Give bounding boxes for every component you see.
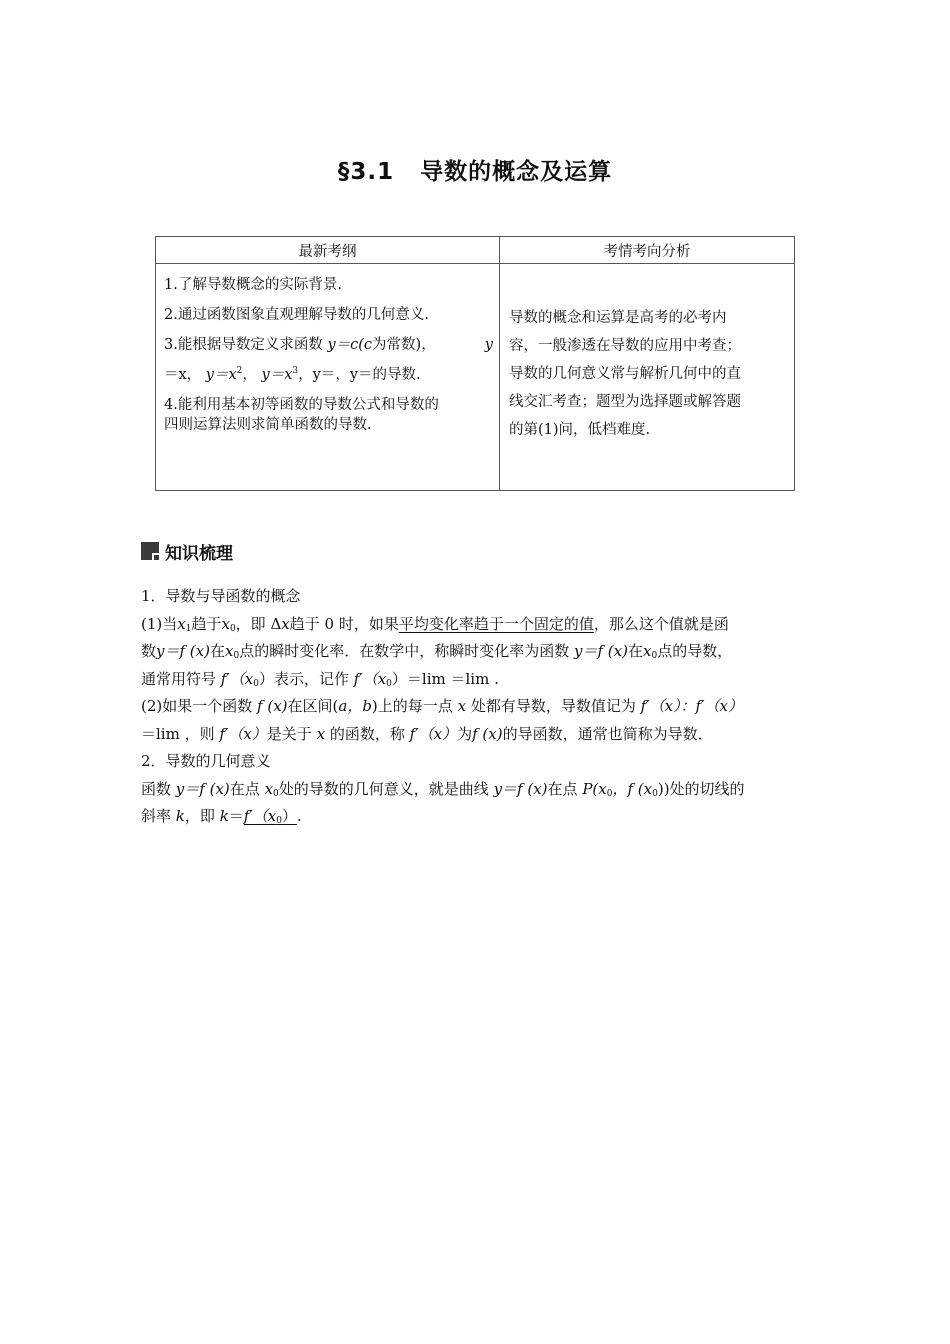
section-heading xyxy=(141,540,233,562)
paragraph-2-line-1: (2)如果一个函数 f (x)在区间(a，b)上的每一点 x 处都有导数，导数值记为 f′（x）：f′（x） xyxy=(141,697,743,715)
analysis-line: 的第(1)问，低档难度. xyxy=(509,422,651,438)
section-label: 知识梳理 xyxy=(165,543,233,564)
paragraph-3-line-2: 斜率 k，即 $k=f'(x_0)$. xyxy=(141,807,302,826)
analysis-cell xyxy=(500,264,795,491)
header-latest-outline: 最新考纲 xyxy=(156,237,500,264)
paragraph-1-line-3: 通常用符号 $f'(x_0)$表示，记作 $f'(x_0)=\lim =\lim$ . xyxy=(141,669,499,689)
underlined-answer: 平均变化率趋于一个固定的值 xyxy=(398,614,594,633)
analysis-line: 容，一般渗透在导数的应用中考查； xyxy=(509,338,741,354)
analysis-line: 线交汇考查；题型为选择题或解答题 xyxy=(509,394,741,410)
outline-item-4-cont: 四则运算法则求简单函数的导数. xyxy=(164,417,372,433)
outline-item-4: 4.能利用基本初等函数的导数公式和导数的 xyxy=(164,397,439,413)
outline-table xyxy=(155,236,795,491)
section-number: §3.1 xyxy=(337,159,395,185)
knowledge-content xyxy=(141,583,811,831)
outline-item-3-cont: ＝x， $y=x^2$， $y=x^3$，y＝，y＝的导数. xyxy=(164,366,421,383)
paragraph-1-line-1: (1)当$x_1$趋于$x_0$，即 Δx趋于 0 时，如果平均变化率趋于一个固定的值，那么这个值就是函 xyxy=(141,614,729,634)
analysis-line: 导数的概念和运算是高考的必考内 xyxy=(509,310,727,326)
underlined-answer: $f'(x_0)$ xyxy=(243,807,297,826)
paragraph-2-line-2: ＝lim ，则 f′（x）是关于 x 的函数，称 f′（x）为f (x)的导函数，通常也简称为导数． xyxy=(141,724,713,743)
page-title xyxy=(0,153,950,186)
header-analysis: 考情考向分析 xyxy=(500,237,795,264)
analysis-line: 导数的几何意义常与解析几何中的直 xyxy=(509,366,741,382)
heading-1: 1．导数与导函数的概念 xyxy=(141,587,301,605)
paragraph-1-line-2: 数y＝f (x)在$x_0$点的瞬时变化率．在数学中，称瞬时变化率为函数 y＝f (x)在$x_0$点的导数， xyxy=(141,642,733,661)
outline-item-3: 3.能根据导数定义求函数 y＝c(c为常数)， y xyxy=(164,337,493,353)
outline-item-1: 1.了解导数概念的实际背景. xyxy=(164,277,342,293)
section-title: 导数的概念及运算 xyxy=(420,159,613,185)
outline-left-cell xyxy=(156,264,500,491)
paragraph-3-line-1: 函数 y＝f (x)在点 $x_0$处的导数的几何意义，就是曲线 y＝f (x)在点 $P(x_0$，f $(x_0)$)处的切线的 xyxy=(141,779,745,799)
outline-item-2: 2.通过函数图象直观理解导数的几何意义. xyxy=(164,307,429,323)
heading-2: 2．导数的几何意义 xyxy=(141,752,271,770)
square-icon xyxy=(141,542,159,560)
